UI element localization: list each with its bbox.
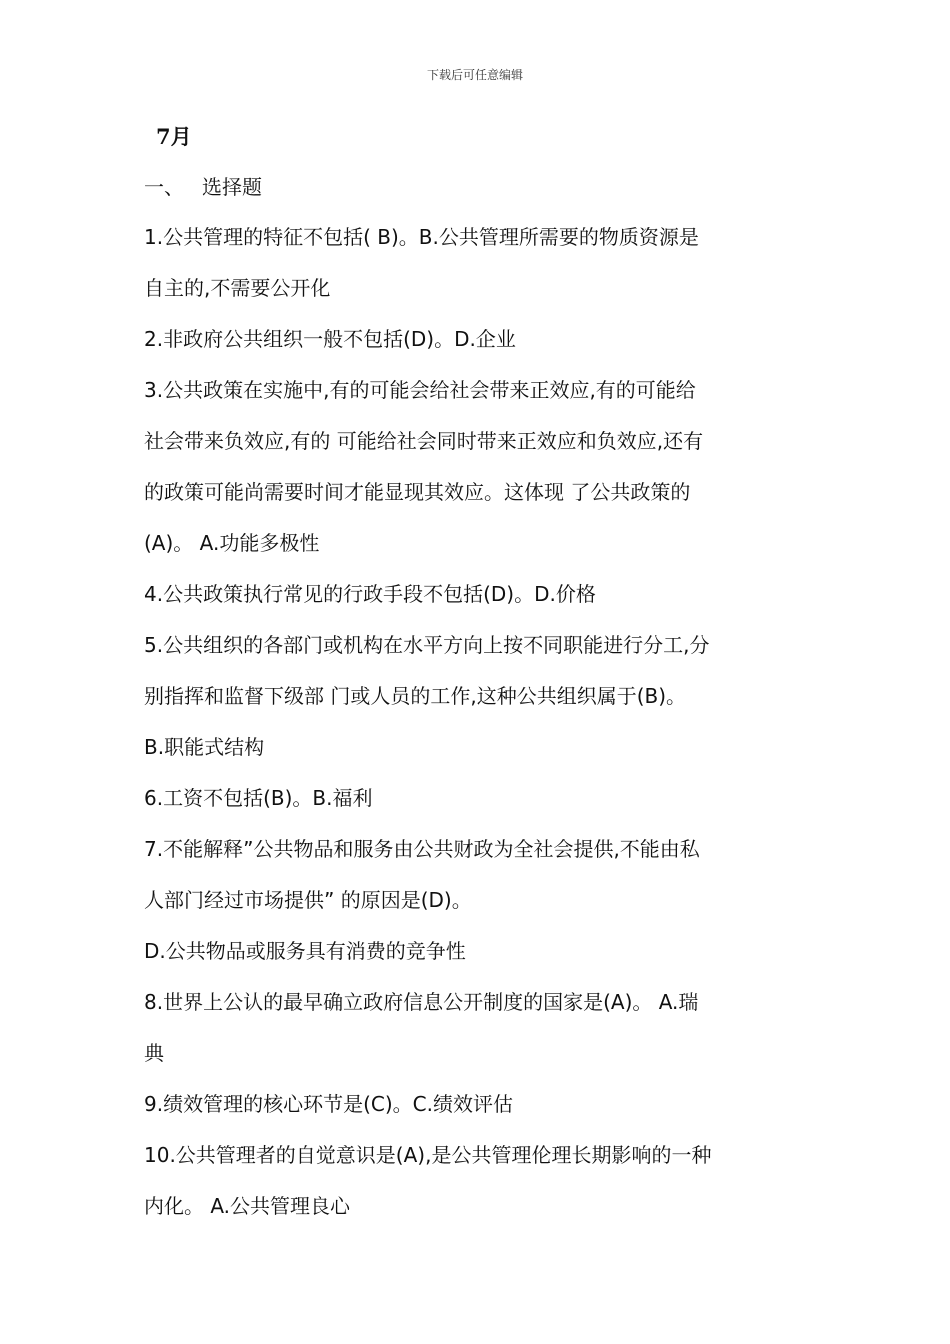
text-line: 内化。 A.公共管理良心 — [144, 1194, 351, 1218]
text-line: D.公共物品或服务具有消费的竞争性 — [144, 939, 466, 963]
month-title: 7月 — [156, 124, 192, 149]
header-note: 下载后可任意编辑 — [426, 68, 523, 82]
text-line: 4.公共政策执行常见的行政手段不包括(D)。D.价格 — [144, 582, 596, 606]
text-line: 1.公共管理的特征不包括( B)。B.公共管理所需要的物质资源是 — [144, 225, 699, 249]
text-line: 别指挥和监督下级部 门或人员的工作,这种公共组织属于(B)。 — [144, 684, 687, 708]
text-line: 5.公共组织的各部门或机构在水平方向上按不同职能进行分工,分 — [144, 633, 710, 657]
section-number: 一、 — [144, 175, 184, 199]
text-line: 典 — [144, 1041, 164, 1065]
text-line: 人部门经过市场提供” 的原因是(D)。 — [144, 888, 472, 912]
text-line: B.职能式结构 — [144, 735, 265, 759]
text-line: 8.世界上公认的最早确立政府信息公开制度的国家是(A)。 A.瑞 — [144, 990, 699, 1014]
section-title: 选择题 — [202, 175, 262, 199]
text-line: 的政策可能尚需要时间才能显现其效应。这体现 了公共政策的 — [144, 480, 691, 504]
text-line: (A)。 A.功能多极性 — [144, 531, 320, 555]
text-line: 10.公共管理者的自觉意识是(A),是公共管理伦理长期影响的一种 — [144, 1143, 712, 1167]
text-line: 自主的,不需要公开化 — [144, 276, 331, 300]
section-heading — [144, 162, 814, 212]
text-line: 6.工资不包括(B)。B.福利 — [144, 786, 373, 810]
text-line: 2.非政府公共组织一般不包括(D)。D.企业 — [144, 327, 516, 351]
text-line: 7.不能解释”公共物品和服务由公共财政为全社会提供,不能由私 — [144, 837, 700, 861]
text-line: 社会带来负效应,有的 可能给社会同时带来正效应和负效应,还有 — [144, 429, 704, 453]
document-body — [144, 112, 814, 1232]
text-line: 3.公共政策在实施中,有的可能会给社会带来正效应,有的可能给 — [144, 378, 696, 402]
text-line: 9.绩效管理的核心环节是(C)。C.绩效评估 — [144, 1092, 513, 1116]
